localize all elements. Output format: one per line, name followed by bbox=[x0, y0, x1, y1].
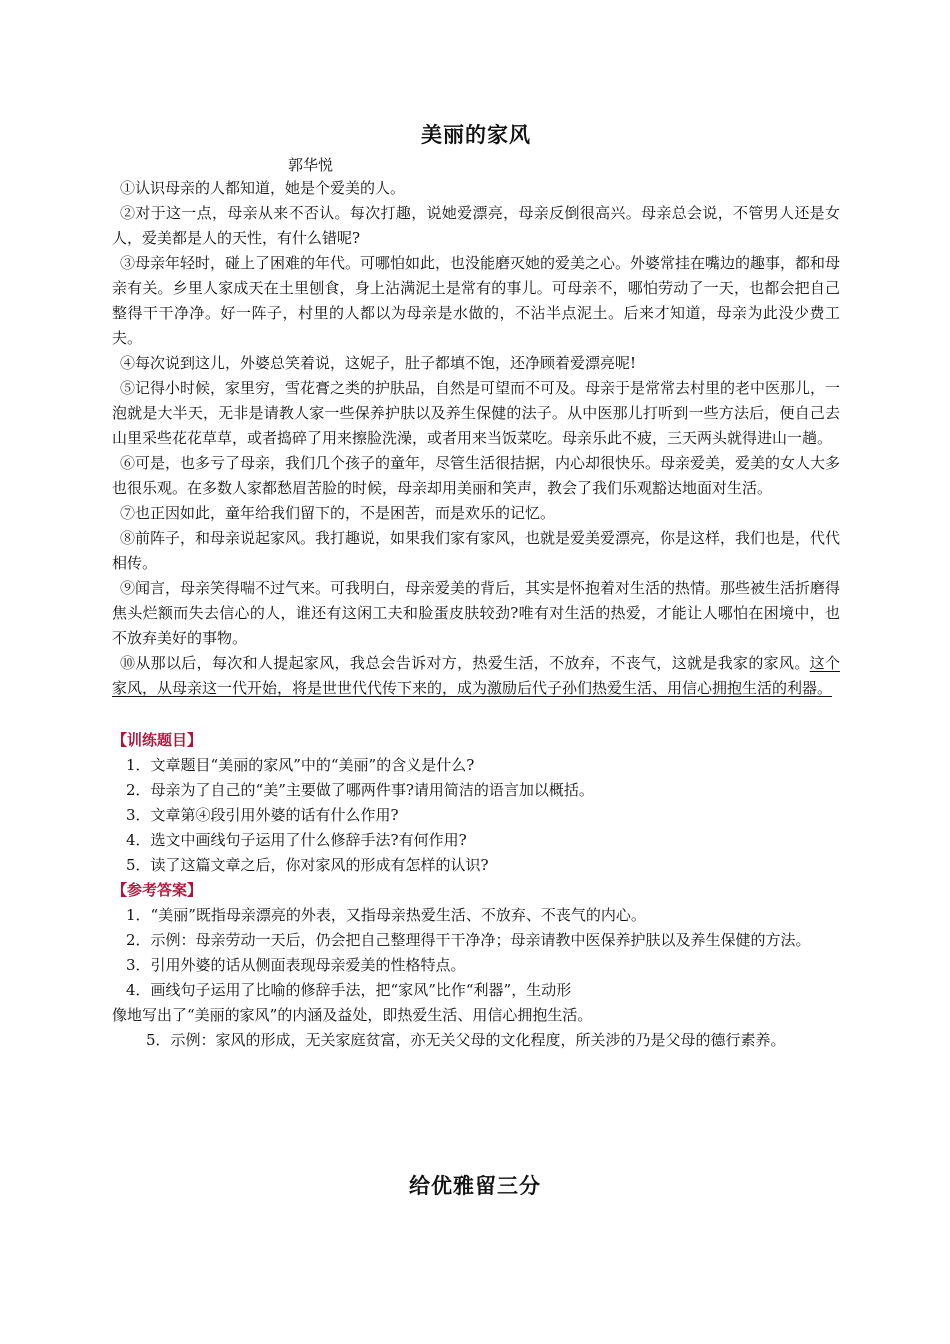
section-spacer bbox=[112, 701, 840, 728]
article-title: 美丽的家风 bbox=[421, 123, 531, 147]
question-item: 3．文章第④段引用外婆的话有什么作用? bbox=[126, 806, 399, 824]
answer-item: 4．画线句子运用了比喻的修辞手法，把“家风”比作“利器”，生动形 bbox=[126, 981, 572, 999]
article-paragraph: ②对于这一点，母亲从来不否认。每次打趣，说她爱漂亮，母亲反倒很高兴。母亲总会说，不管男人还是女人，爱美都是人的天性，有什么错呢? bbox=[112, 204, 840, 247]
article-author: 郭华悦 bbox=[288, 156, 334, 174]
article-paragraph: ⑧前阵子，和母亲说起家风。我打趣说，如果我们家有家风，也就是爱美爱漂亮，你是这样，我们也是，代代相传。 bbox=[112, 529, 841, 572]
exercises-heading: 【训练题目】 bbox=[112, 731, 203, 749]
underlined-sentence: 这个家风，从母亲这一代开始，将是世世代代传下来的，成为激励后代子孙们热爱生活、用信心拥抱生活的利器。 bbox=[112, 654, 840, 697]
question-item: 1．文章题目“美丽的家风”中的“美丽”的含义是什么? bbox=[126, 756, 475, 774]
article-paragraph: ⑤记得小时候，家里穷，雪花膏之类的护肤品，自然是可望而不可及。母亲于是常常去村里的老中医那儿，一泡就是大半天，无非是请教人家一些保养护肤以及养生保健的法子。从中医那儿打听到一些方法后，便自己去山里采些花花草草，或者捣碎了用来擦脸洗澡，或者用来当饭菜吃。母亲乐此不疲，三天两头就得进山一趟。 bbox=[112, 379, 841, 447]
answer-item: 1．“美丽”既指母亲漂亮的外表，又指母亲热爱生活、不放弃、不丧气的内心。 bbox=[126, 906, 646, 924]
article-paragraph: ⑨闻言，母亲笑得喘不过气来。可我明白，母亲爱美的背后，其实是怀抱着对生活的热情。那些被生活折磨得焦头烂额而失去信心的人，谁还有这闲工夫和脸蛋皮肤较劲?唯有对生活的热爱，才能让人哪怕在困境中，也不放弃美好的事物。 bbox=[112, 579, 841, 647]
article-paragraph-last bbox=[112, 651, 840, 701]
answers-heading: 【参考答案】 bbox=[112, 881, 203, 899]
article-paragraph: ①认识母亲的人都知道，她是个爱美的人。 bbox=[120, 179, 406, 197]
question-item: 4．选文中画线句子运用了什么修辞手法?有何作用? bbox=[126, 831, 467, 849]
article-paragraph: ⑥可是，也多亏了母亲，我们几个孩子的童年，尽管生活很拮据，内心却很快乐。母亲爱美，爱美的女人大多也很乐观。在多数人家都愁眉苦脸的时候，母亲却用美丽和笑声，教会了我们乐观豁达地面对生活。 bbox=[112, 454, 841, 497]
article-paragraph: ⑦也正因如此，童年给我们留下的，不是困苦，而是欢乐的记忆。 bbox=[120, 504, 556, 522]
answer-item: 2．示例：母亲劳动一天后，仍会把自己整理得干干净净；母亲请教中医保养护肤以及养生保健的方法。 bbox=[126, 931, 811, 949]
last-paragraph-text: ⑩从那以后，每次和人提起家风，我总会告诉对方，热爱生活，不放弃，不丧气，这就是我家的家风。 bbox=[120, 654, 810, 672]
document-page bbox=[112, 118, 840, 1053]
answer-item-continued: 像地写出了“美丽的家风”的内涵及益处，即热爱生活、用信心拥抱生活。 bbox=[112, 1006, 593, 1024]
question-item: 2．母亲为了自己的“美”主要做了哪两件事?请用简洁的语言加以概括。 bbox=[126, 781, 594, 799]
answer-item: 3．引用外婆的话从侧面表现母亲爱美的性格特点。 bbox=[126, 956, 466, 974]
answer-item: 5．示例：家风的形成，无关家庭贫富，亦无关父母的文化程度，所关涉的乃是父母的德行素养。 bbox=[146, 1031, 786, 1049]
article-paragraph: ③母亲年轻时，碰上了困难的年代。可哪怕如此，也没能磨灭她的爱美之心。外婆常挂在嘴边的趣事，都和母亲有关。乡里人家成天在土里刨食，身上沾满泥土是常有的事儿。可母亲不，哪怕劳动了一天，也都会把自己整得干干净净。好一阵子，村里的人都以为母亲是水做的，不沾半点泥土。后来才知道，母亲为此没少费工夫。 bbox=[112, 254, 841, 347]
question-item: 5．读了这篇文章之后，你对家风的形成有怎样的认识? bbox=[126, 856, 489, 874]
next-article-title: 给优雅留三分 bbox=[409, 1174, 541, 1198]
article-paragraph: ④每次说到这儿，外婆总笑着说，这妮子，肚子都填不饱，还净顾着爱漂亮呢! bbox=[120, 354, 637, 372]
